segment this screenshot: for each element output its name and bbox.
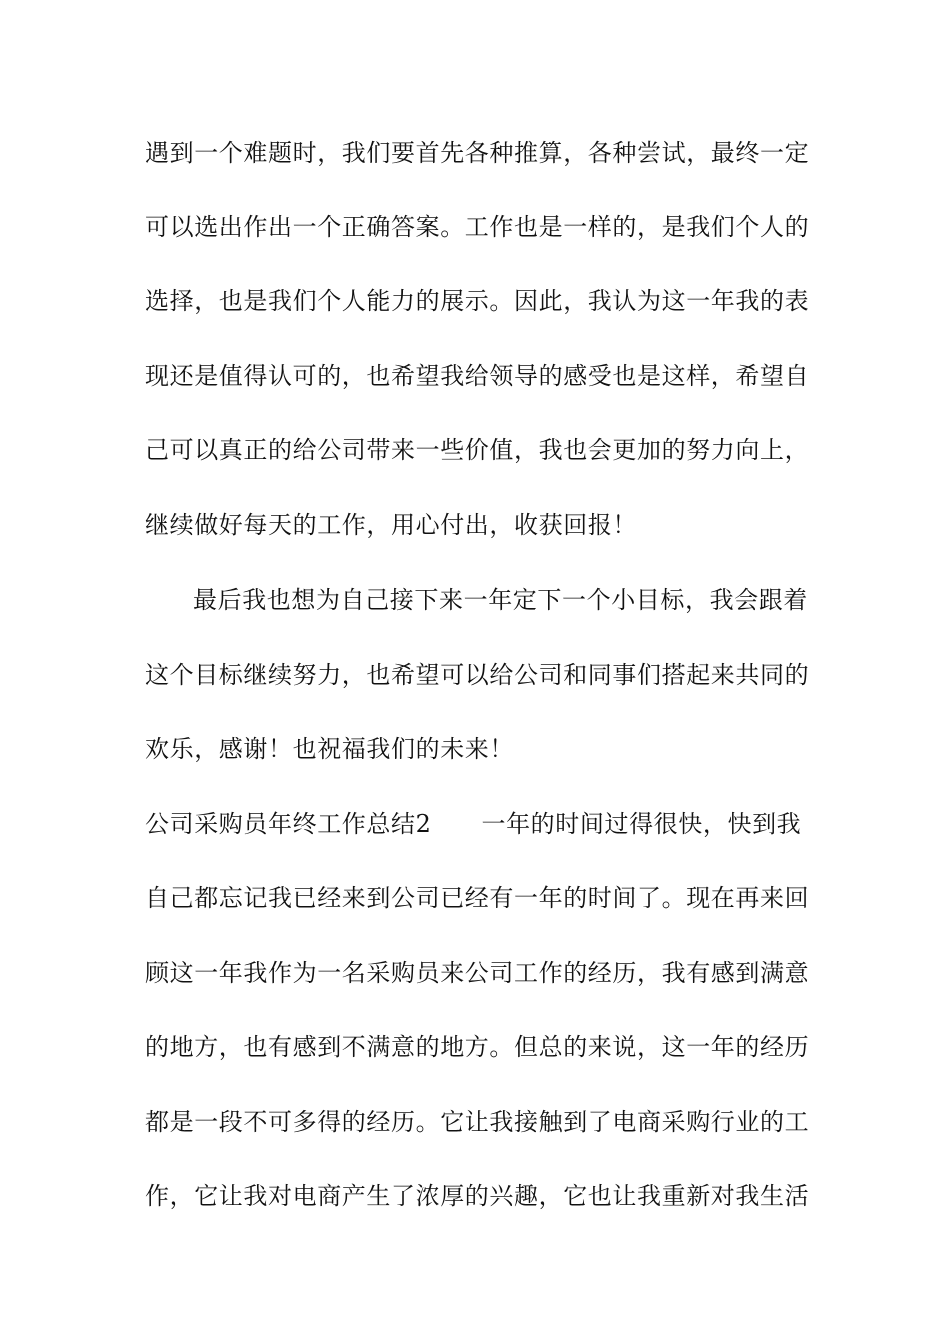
paragraph-line: 可以选出作出一个正确答案。工作也是一样的，是我们个人的 xyxy=(145,213,810,241)
paragraph-line: 顾这一年我作为一名采购员来公司工作的经历，我有感到满意 xyxy=(145,959,810,987)
paragraph-line: 选择，也是我们个人能力的展示。因此，我认为这一年我的表 xyxy=(145,287,810,315)
paragraph-line: 作，它让我对电商产生了浓厚的兴趣，它也让我重新对我生活 xyxy=(145,1182,810,1210)
section-heading-line xyxy=(145,804,825,844)
paragraph-line-indented: 最后我也想为自己接下来一年定下一个小目标，我会跟着 xyxy=(193,586,808,614)
paragraph-line: 这个目标继续努力，也希望可以给公司和同事们搭起来共同的 xyxy=(145,661,810,689)
section-first-text: 一年的时间过得很快，快到我 xyxy=(481,810,802,838)
paragraph-line: 的地方，也有感到不满意的地方。但总的来说，这一年的经历 xyxy=(145,1033,810,1061)
paragraph-line: 己可以真正的给公司带来一些价值，我也会更加的努力向上， xyxy=(145,436,810,464)
paragraph-line: 欢乐，感谢！也祝福我们的未来！ xyxy=(145,735,514,763)
section-title: 公司采购员年终工作总结2 xyxy=(145,810,432,838)
paragraph-line: 自己都忘记我已经来到公司已经有一年的时间了。现在再来回 xyxy=(145,884,810,912)
paragraph-line: 继续做好每天的工作，用心付出，收获回报！ xyxy=(145,511,637,539)
paragraph-line: 现还是值得认可的，也希望我给领导的感受也是这样，希望自 xyxy=(145,362,810,390)
paragraph-line: 都是一段不可多得的经历。它让我接触到了电商采购行业的工 xyxy=(145,1108,810,1136)
paragraph-line: 遇到一个难题时，我们要首先各种推算，各种尝试，最终一定 xyxy=(145,139,810,167)
